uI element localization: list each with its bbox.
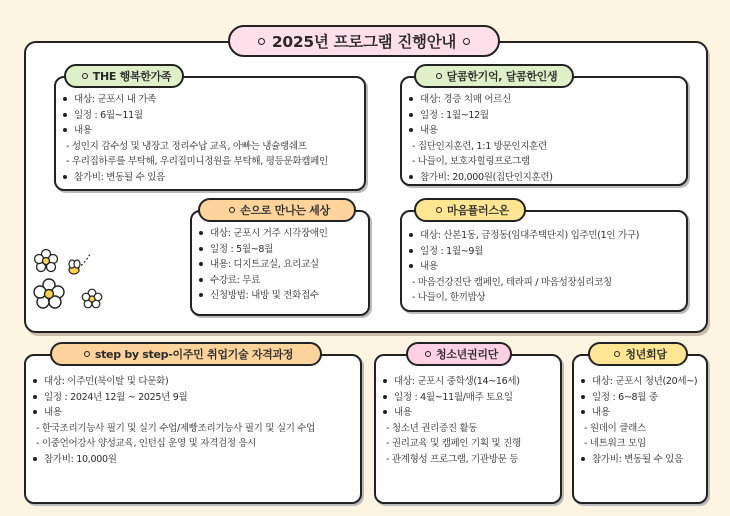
tag-dot [425,351,431,357]
tag-dot [82,73,88,79]
card-title-the-happy-family [64,64,184,88]
card-title-youth-rights [406,342,512,366]
list-item: 참가비: 10,000원 [32,452,315,468]
list-subitem: - 청소년 권리증진 활동 [386,422,478,434]
title-dot-right [463,38,470,45]
card-title-sweet-memory [414,64,574,88]
card-title-hands-world [198,198,356,222]
list-item: 내용 [408,123,553,139]
list-item: 내용 [62,123,328,139]
card-title-step-by-step [50,342,322,366]
list-subitem: - 권리교육 및 캠페인 기획 및 진행 [386,438,521,449]
list-subitem: - 한국조리기능사 필기 및 실기 수업/제빵조리기능사 필기 및 실기 수업 [36,422,316,434]
list-item: 대상: 군포시 중학생(14~16세) [382,374,521,390]
list-item: 참가비: 변동될 수 있음 [580,452,697,468]
tag-dot [436,73,442,79]
list-subitem: - 집단인지훈련, 1:1 방문인지훈련 [412,140,547,152]
list-subitem: - 우리집하루를 부탁해, 우리집미니정원을 부탁해, 평등문화캠페인 [66,156,328,167]
list-item: 일정 : 2024년 12월 ~ 2025년 9월 [32,390,315,406]
card-title-maum-plus-on [414,198,526,222]
list-item: 참가비: 변동될 수 있음 [62,170,328,186]
list-subitem: - 네트워크 모임 [584,438,646,449]
tag-dot [614,351,620,357]
list-item: 내용 [32,405,315,421]
list-item: 참가비: 20,000원(집단인지훈련) [408,170,553,186]
list-item: 대상: 이주민(북이탈 및 다문화) [32,374,315,390]
list-item: 대상: 군포시 거주 시각장애인 [198,226,328,242]
list-subitem: - 나들이, 보호자힐링프로그램 [412,156,530,167]
list-item: 일정 : 1월~12월 [408,108,553,124]
list-subitem: - 이중언어강사 양성교육, 인턴십 운영 및 자격검정 응시 [36,438,257,449]
list-subitem: - 성인지 감수성 및 냉장고 정리수납 교육, 아빠는 냉슐랭쉐프 [66,140,307,152]
list-item: 대상: 군포시 내 가족 [62,92,328,108]
card-title-text: 청년회담 [625,348,667,361]
flower-icon [34,279,64,308]
card-title-text: step by step-이주민 취업기술 자격과정 [94,348,294,361]
list-item: 일정 : 6월~11월 [62,108,328,124]
tag-dot [84,351,90,357]
card-items [62,92,328,185]
card-title-text: THE 행복한가족 [92,70,172,83]
card-items [382,374,521,467]
list-subitem: - 나들이, 한끼밥상 [412,292,486,303]
card-items [408,92,553,185]
list-subitem: - 관계형성 프로그램, 기관방문 등 [386,453,519,465]
list-item: 내용 [580,405,697,421]
list-item: 일정 : 1월~9월 [408,244,639,260]
flower-icon [82,289,102,308]
bee-icon [69,254,90,274]
card-title-text: 마음플러스온 [447,204,509,217]
list-subitem: - 마음건강진단 캠페인, 테라피 / 마음성장심리코칭 [412,276,612,288]
list-item: 수강료: 무료 [198,273,328,289]
list-item: 대상: 산본1동, 금정동(임대주택단지) 입주민(1인 가구) [408,228,639,244]
card-title-text: 달콤한기억, 달콤한인생 [446,70,558,83]
card-items [198,226,328,304]
card-items [580,374,697,467]
flower-icon [35,250,58,272]
page-title-text: 2025년 프로그램 진행안내 [271,33,457,51]
card-title-text: 손으로 만나는 세상 [240,204,330,217]
title-dot-left [258,38,265,45]
list-item: 내용 [408,259,639,275]
flowers-bee-decoration [22,232,132,322]
list-item: 대상: 군포시 청년(20세~) [580,374,697,390]
card-items [408,228,639,306]
list-item: 내용 [382,405,521,421]
card-items [32,374,315,467]
list-item: 일정 : 6~8월 중 [580,390,697,406]
card-title-youth-talk [588,342,688,366]
tag-dot [229,207,235,213]
page-title [228,25,500,57]
list-item: 일정 : 4월~11월/매주 토요일 [382,390,521,406]
list-subitem: - 원데이 클래스 [584,422,646,434]
list-item: 일정 : 5월~8월 [198,242,328,258]
list-item: 신청방법: 내방 및 전화접수 [198,288,328,304]
tag-dot [436,207,442,213]
list-item: 대상: 경증 치매 어르신 [408,92,553,108]
card-title-text: 청소년권리단 [436,348,498,361]
list-item: 내용: 디지트교실, 요리교실 [198,257,328,273]
